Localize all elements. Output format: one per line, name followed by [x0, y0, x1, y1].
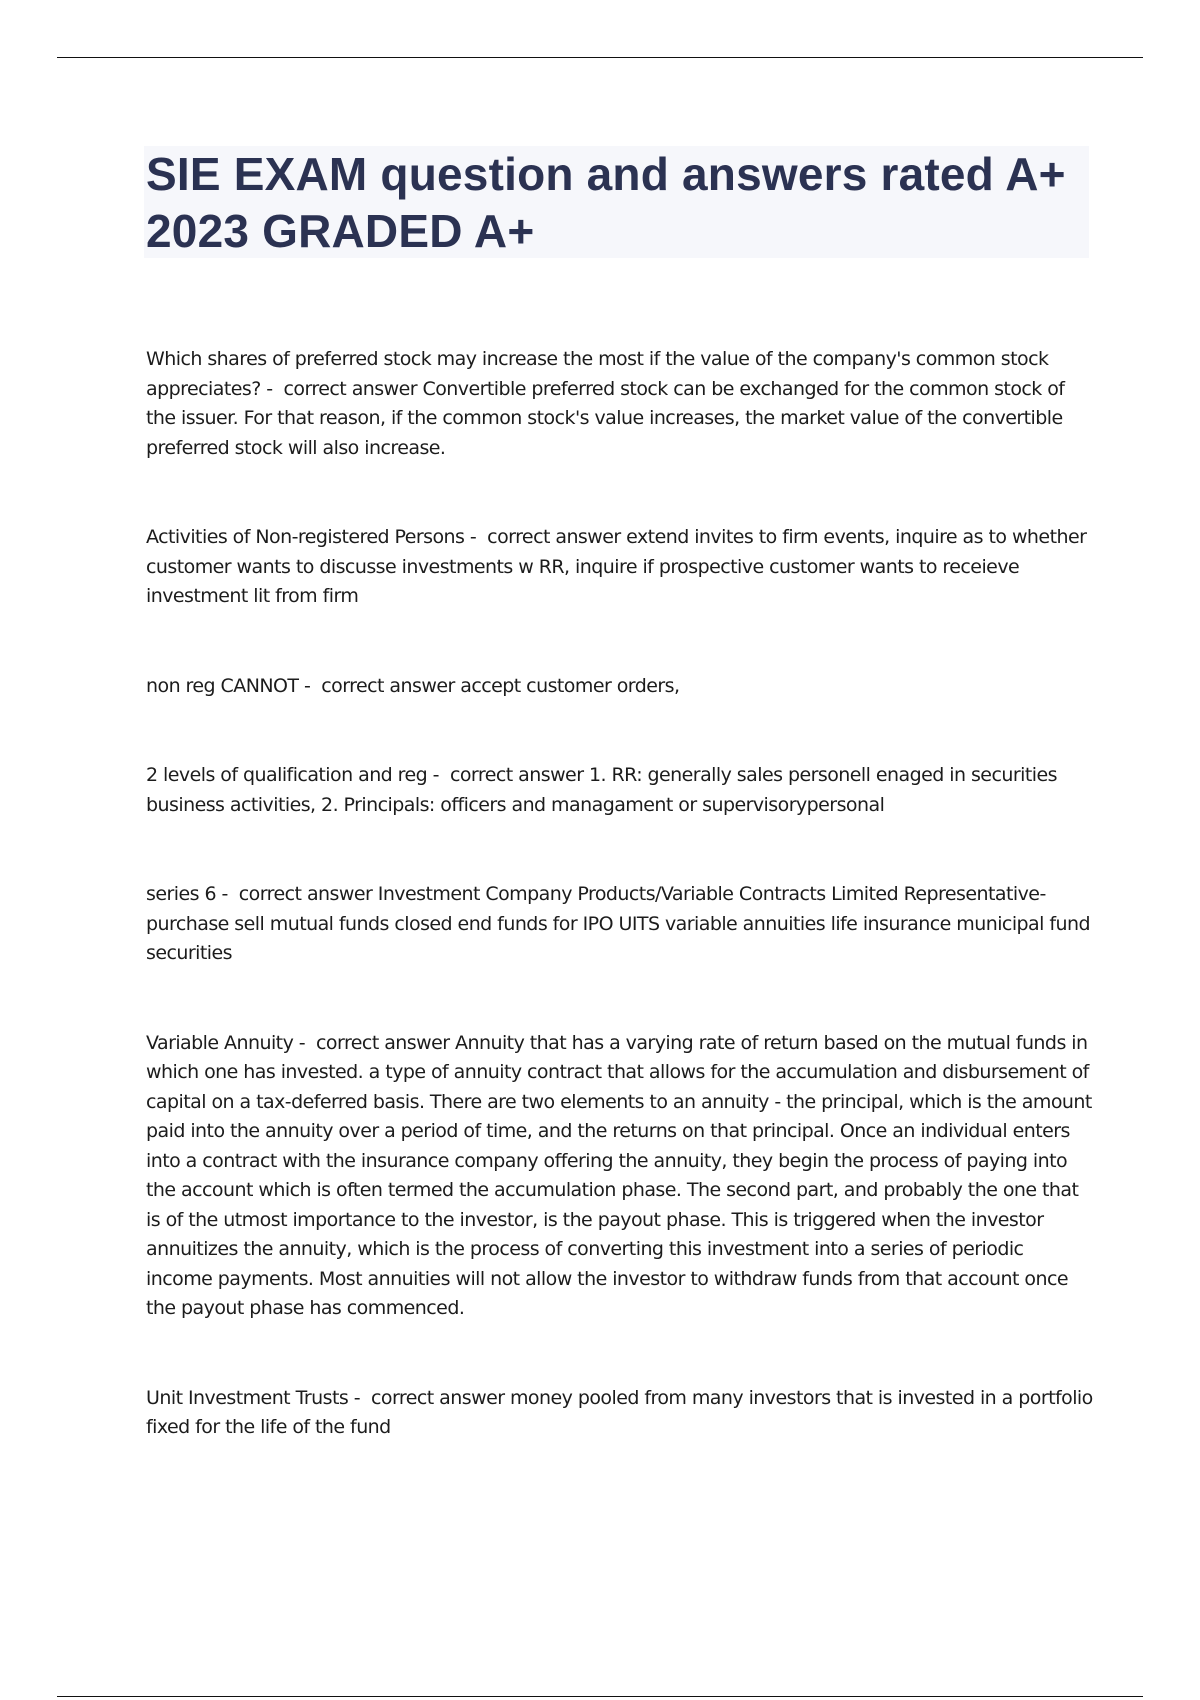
document-title: SIE EXAM question and answers rated A+ 2023 GRADED A+ [146, 148, 1066, 257]
qa-separator: - correct answer [464, 526, 627, 548]
qa-separator: - correct answer [260, 377, 423, 400]
header-rule [57, 57, 1143, 58]
qa-answer: extend invites to firm events, inquire as to whether customer wants to discusse investments w RR, inquire if prospective customer wants to receieve investment lit from firm [146, 526, 1087, 607]
qa-term: Unit Investment Trusts [146, 1386, 349, 1409]
qa-answer: 1. RR: generally sales personell enaged in securities business activities, 2. Principals: officers and managament or supervisorypersonal [146, 764, 1057, 816]
qa-separator: - correct answer [427, 764, 589, 786]
title-banner [144, 146, 1089, 258]
qa-item [146, 523, 1094, 612]
qa-answer: Convertible preferred stock can be exchanged for the common stock of the issuer. For that reason, if the common stock's value increases, the market value of the convertible preferred stock will also increase. [146, 377, 1065, 459]
qa-separator: - correct answer [293, 1031, 456, 1054]
qa-item [146, 1384, 1094, 1443]
qa-item [146, 880, 1094, 969]
qa-answer: accept customer orders, [460, 674, 680, 697]
qa-term: 2 levels of qualification and reg [146, 764, 428, 786]
qa-answer: Investment Company Products/Variable Contracts Limited Representative- purchase sell mutual funds closed end funds for IPO UITS variable annuities life insurance municipal fund securities [146, 883, 1091, 964]
qa-term: Activities of Non-registered Persons [146, 526, 465, 548]
qa-answer: money pooled from many investors that is invested in a portfolio fixed for the life of the fund [146, 1386, 1093, 1438]
qa-separator: - correct answer [216, 883, 378, 905]
qa-separator: - correct answer [298, 674, 461, 697]
qa-term: series 6 [146, 883, 216, 905]
qa-term: Variable Annuity [146, 1031, 294, 1054]
qa-answer: Annuity that has a varying rate of return based on the mutual funds in which one has invested. a type of annuity contract that allows for the accumulation and disbursement of capital on a tax-deferred basis. There are two elements to an annuity - the principal, which is the amount paid into the annuity over a period of time, and the returns on that principal. Once an individual enters into a contract with the insurance company offering the annuity, they begin the process of paying into the account which is often termed the accumulation phase. The second part, and probably the one that is of the utmost importance to the investor, is the payout phase. This is triggered when the investor annuitizes the annuity, which is the process of converting this investment into a series of periodic income payments. Most annuities will not allow the investor to withdraw funds from that account once the payout phase has commenced. [146, 1031, 1092, 1319]
qa-item [146, 345, 1094, 463]
qa-item [146, 1029, 1094, 1324]
qa-list [146, 345, 1094, 1443]
qa-term: Which shares of preferred stock may increase the most if the value of the company's common stock appreciates? [146, 348, 1049, 400]
qa-item [146, 761, 1094, 820]
qa-term: non reg CANNOT [146, 674, 299, 697]
qa-separator: - correct answer [348, 1386, 510, 1409]
footer-rule [57, 1696, 1143, 1697]
qa-item [146, 672, 1094, 702]
